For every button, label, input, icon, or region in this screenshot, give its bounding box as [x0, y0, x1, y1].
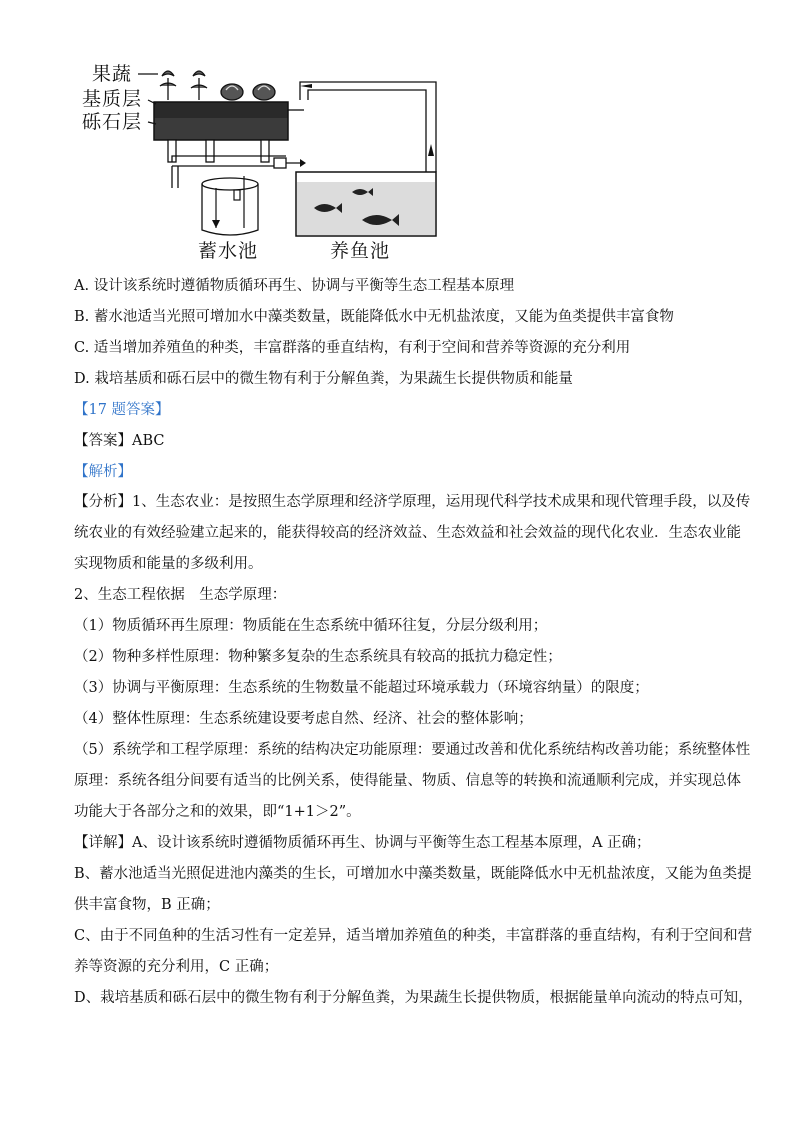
analysis-line: C、由于不同鱼种的生活习性有一定差异，适当增加养殖鱼的种类，丰富群落的垂直结构，有利于空间和营: [74, 928, 753, 944]
analysis-line: 实现物质和能量的多级利用。: [74, 556, 263, 572]
label-gravel: 砾石层: [82, 111, 143, 133]
valve-icon: [274, 158, 286, 168]
analysis-line: 【详解】A、设计该系统时遵循物质循环再生、协调与平衡等生态工程基本原理，A 正确；: [74, 835, 651, 851]
option-a: A. 设计该系统时遵循物质循环再生、协调与平衡等生态工程基本原理: [74, 278, 515, 294]
analysis-line: （2）物种多样性原理：物种繁多复杂的生态系统具有较高的抵抗力稳定性；: [74, 649, 562, 665]
option-b: B. 蓄水池适当光照可增加水中藻类数量，既能降低水中无机盐浓度，又能为鱼类提供丰富食物: [74, 309, 674, 325]
analysis-line: 养等资源的充分利用，C 正确；: [74, 959, 279, 975]
option-d: D. 栽培基质和砾石层中的微生物有利于分解鱼粪，为果蔬生长提供物质和能量: [74, 371, 573, 387]
analysis-line: 【分析】1、生态农业：是按照生态学原理和经济学原理，运用现代科学技术成果和现代管理手段，以及传: [74, 494, 751, 510]
substrate-layer: [154, 102, 288, 118]
analysis-header: 【解析】: [74, 464, 132, 480]
analysis-line: （1）物质循环再生原理：物质能在生态系统中循环往复，分层分级利用；: [74, 618, 548, 634]
analysis-line: （3）协调与平衡原理：生态系统的生物数量不能超过环境承载力（环境容纳量）的限度；: [74, 680, 649, 696]
analysis-line: （4）整体性原理：生态系统建设要考虑自然、经济、社会的整体影响；: [74, 711, 533, 727]
gravel-layer: [154, 118, 288, 140]
analysis-line: 功能大于各部分之和的效果，即“1+1＞2”。: [74, 804, 361, 820]
analysis-line: （5）系统学和工程学原理：系统的结构决定功能原理：要通过改善和优化系统结构改善功能；系统整体性: [74, 742, 751, 758]
answer-header: 【17 题答案】: [74, 402, 170, 418]
analysis-line: 统农业的有效经验建立起来的，能获得较高的经济效益、生态效益和社会效益的现代化农业．生态农业能: [74, 525, 741, 541]
label-reservoir: 蓄水池: [198, 240, 259, 262]
fish-pond: [296, 172, 436, 236]
option-c: C. 适当增加养殖鱼的种类，丰富群落的垂直结构，有利于空间和营养等资源的充分利用: [74, 340, 631, 356]
label-fish-pond: 养鱼池: [330, 240, 391, 262]
reservoir-tank: [202, 176, 258, 235]
analysis-body: [74, 487, 753, 1014]
answer-line: 【答案】ABC: [74, 433, 165, 449]
aquaponics-diagram: [82, 60, 446, 275]
analysis-line: 原理：系统各组分间要有适当的比例关系，使得能量、物质、信息等的转换和流通顺利完成，并实现总体: [74, 773, 741, 789]
analysis-line: D、栽培基质和砾石层中的微生物有利于分解鱼粪，为果蔬生长提供物质，根据能量单向流动的特点可知，: [74, 990, 753, 1006]
analysis-line: B、蓄水池适当光照促进池内藻类的生长，可增加水中藻类数量，既能降低水中无机盐浓度，又能为鱼类提: [74, 866, 752, 882]
analysis-line: 2、生态工程依据 生态学原理：: [74, 587, 287, 603]
plant-icons: [160, 71, 275, 100]
label-substrate: 基质层: [82, 88, 143, 110]
analysis-line: 供丰富食物，B 正确；: [74, 897, 220, 913]
label-fruits-veg: 果蔬: [92, 63, 133, 85]
